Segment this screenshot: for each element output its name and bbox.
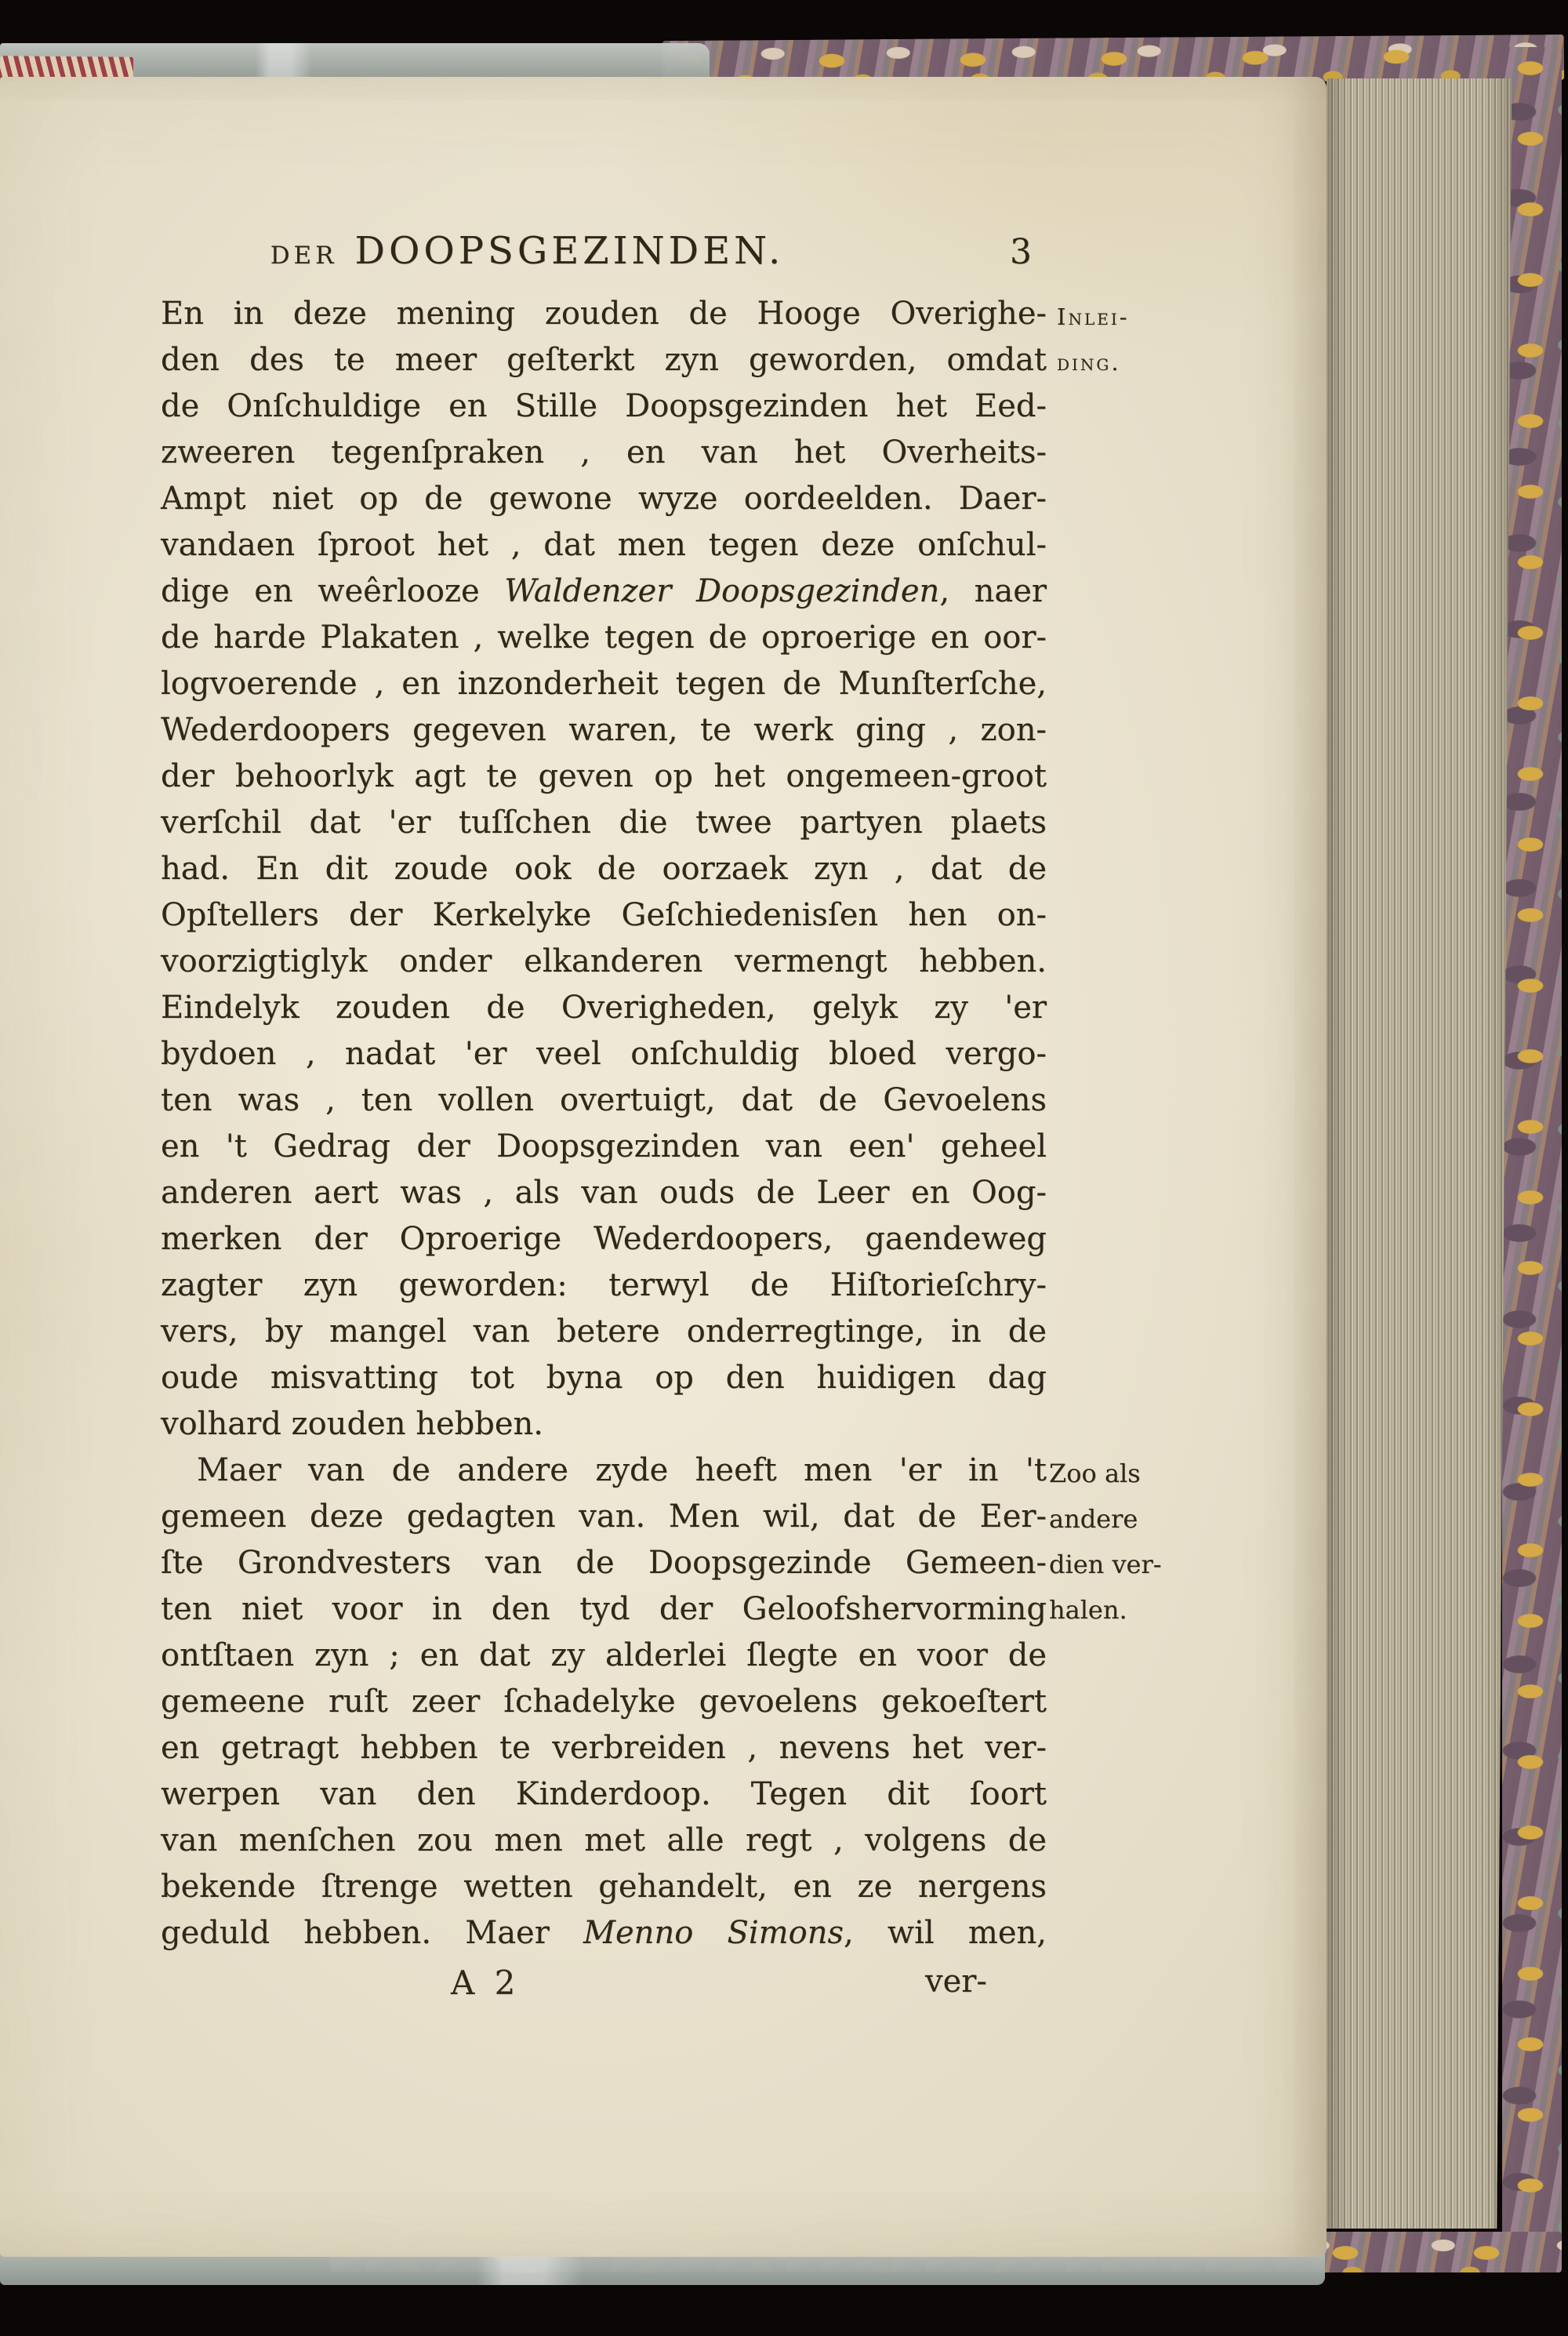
signature-line xyxy=(161,1964,1047,2011)
text-line: werpen van den Kinderdoop. Tegen dit ſoort xyxy=(161,1776,1047,1812)
margin-note-word: halen. xyxy=(1049,1595,1127,1625)
text-line: En in deze mening zouden de Hooge Overighe- xyxy=(161,296,1047,332)
text-line: den des te meer geſterkt zyn geworden, omdat xyxy=(161,342,1047,378)
margin-note-word: dien ver- xyxy=(1049,1549,1162,1579)
text-line: van menſchen zou men met alle regt , volgens de xyxy=(161,1822,1047,1858)
margin-note-word: andere xyxy=(1049,1504,1138,1534)
catchword: ver- xyxy=(925,1964,987,2000)
text-line: der behoorlyk agt te geven op het ongemeen-groot xyxy=(161,758,1047,794)
text-line: en getragt hebben te verbreiden , nevens het ver- xyxy=(161,1730,1047,1766)
text-line: ten was , ten vollen overtuigt, dat de Gevoelens xyxy=(161,1082,1047,1118)
text-line: de harde Plakaten , welke tegen de oproerige en oor- xyxy=(161,619,1047,656)
text-line: anderen aert was , als van ouds de Leer en Oog- xyxy=(161,1175,1047,1211)
text-line: vandaen ſproot het , dat men tegen deze onſchul- xyxy=(161,527,1047,563)
text-line: de Onſchuldige en Stille Doopsgezinden het Eed- xyxy=(161,388,1047,424)
text-line: had. En dit zoude ook de oorzaek zyn , dat de xyxy=(161,851,1047,887)
header-word-der: DER xyxy=(270,242,338,270)
text-line: ontſtaen zyn ; en dat zy alderlei ſlegte en voor de xyxy=(161,1637,1047,1673)
text-line: bekende ſtrenge wetten gehandelt, en ze nergens xyxy=(161,1869,1047,1905)
text-line: logvoerende , en inzonderheit tegen de Munſterſche, xyxy=(161,666,1047,702)
margin-note-word: ding. xyxy=(1057,349,1121,376)
fore-edge-pages xyxy=(1327,78,1512,2229)
text-line: oude misvatting tot byna op den huidigen dag xyxy=(161,1360,1047,1396)
running-header xyxy=(161,229,894,273)
text-line: gemeene ruſt zeer ſchadelyke gevoelens gekoeſtert xyxy=(161,1684,1047,1720)
text-line: Wederdoopers gegeven waren, te werk ging , zon- xyxy=(161,712,1047,748)
text-line: Eindelyk zouden de Overigheden, gelyk zy 'er xyxy=(161,990,1047,1026)
text-line: gemeen deze gedagten van. Men wil, dat de Eer- xyxy=(161,1499,1047,1535)
margin-note-word: Zoo als xyxy=(1049,1459,1141,1488)
text-line: merken der Oproerige Wederdoopers, gaendeweg xyxy=(161,1221,1047,1257)
text-line: en 't Gedrag der Doopsgezinden van een' geheel xyxy=(161,1128,1047,1164)
text-line: vers, by mangel van betere onderregtinge, in de xyxy=(161,1313,1047,1350)
margin-note-inleiding xyxy=(1057,294,1130,385)
text-line: zagter zyn geworden: terwyl de Hiſtorieſchry- xyxy=(161,1267,1047,1303)
text-line: ſte Grondvesters van de Doopsgezinde Gemeen- xyxy=(161,1545,1047,1581)
text-line: verſchil dat 'er tuſſchen die twee partyen plaets xyxy=(161,805,1047,841)
text-line: Maer van de andere zyde heeft men 'er in 't xyxy=(197,1452,1047,1488)
margin-note-word: Inlei- xyxy=(1057,303,1130,330)
text-line: voorzigtiglyk onder elkanderen vermengt hebben. xyxy=(161,943,1047,979)
book-page xyxy=(0,77,1327,2257)
body-text xyxy=(161,291,1047,1956)
text-line: geduld hebben. Maer Menno Simons, wil men, xyxy=(161,1915,1047,1951)
signature-mark: A 2 xyxy=(451,1964,521,2002)
margin-note-zoo-als xyxy=(1049,1451,1162,1633)
page-number: 3 xyxy=(1010,232,1032,272)
marbled-cover-right-edge xyxy=(1502,47,1562,2252)
text-line: bydoen , nadat 'er veel onſchuldig bloed vergo- xyxy=(161,1036,1047,1072)
text-line: volhard zouden hebben. xyxy=(161,1406,543,1442)
text-line: Opſtellers der Kerkelyke Geſchiedenisſen hen on- xyxy=(161,897,1047,933)
text-line: zweeren tegenſpraken , en van het Overheits- xyxy=(161,434,1047,470)
text-line: Ampt niet op de gewone wyze oordeelden. Daer- xyxy=(161,481,1047,517)
header-word-doopsgezinden: DOOPSGEZINDEN. xyxy=(354,229,785,273)
text-line: dige en weêrlooze Waldenzer Doopsgezinden, naer xyxy=(161,573,1047,609)
text-line: ten niet voor in den tyd der Geloofshervorming xyxy=(161,1591,1047,1627)
